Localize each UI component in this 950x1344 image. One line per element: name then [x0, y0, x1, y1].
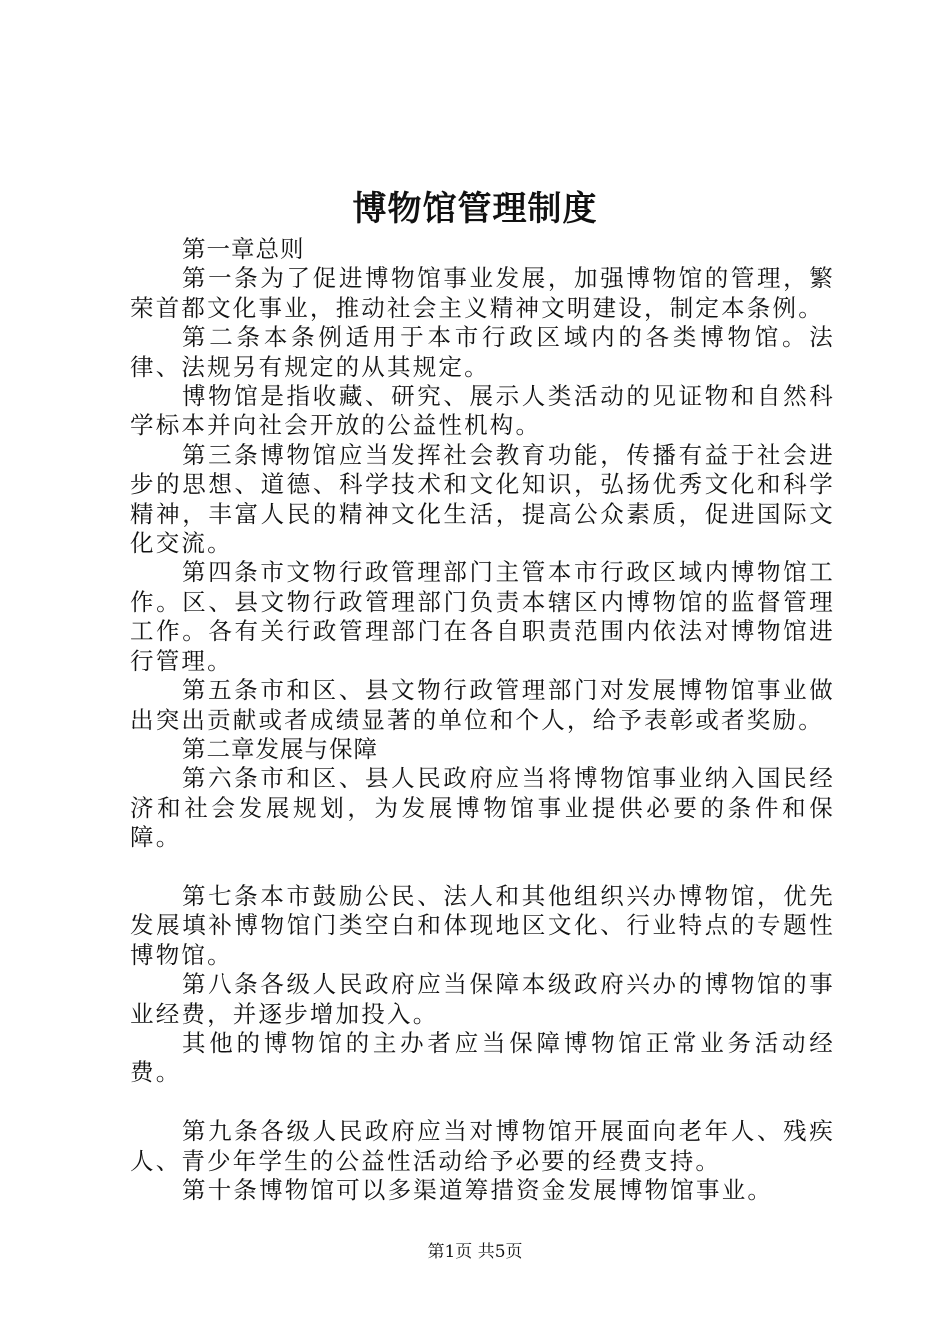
article-paragraph: 第三条博物馆应当发挥社会教育功能，传播有益于社会进步的思想、道德、科学技术和文化知识，弘扬优秀文化和科学精神，丰富人民的精神文化生活，提高公众素质，促进国际文化交流。: [130, 440, 835, 558]
document-body: [130, 235, 835, 1205]
article-paragraph: 第二条本条例适用于本市行政区域内的各类博物馆。法律、法规另有规定的从其规定。: [130, 323, 835, 381]
article-paragraph: 第七条本市鼓励公民、法人和其他组织兴办博物馆，优先发展填补博物馆门类空白和体现地区文化、行业特点的专题性博物馆。: [130, 881, 835, 969]
article-paragraph: 第一条为了促进博物馆事业发展，加强博物馆的管理，繁荣首都文化事业，推动社会主义精神文明建设，制定本条例。: [130, 264, 835, 322]
article-paragraph: 第五条市和区、县文物行政管理部门对发展博物馆事业做出突出贡献或者成绩显著的单位和个人，给予表彰或者奖励。: [130, 676, 835, 734]
article-paragraph: 第六条市和区、县人民政府应当将博物馆事业纳入国民经济和社会发展规划，为发展博物馆事业提供必要的条件和保障。: [130, 764, 835, 852]
paragraph-spacer: [130, 853, 835, 882]
article-paragraph: 第九条各级人民政府应当对博物馆开展面向老年人、残疾人、青少年学生的公益性活动给予必要的经费支持。: [130, 1117, 835, 1175]
article-paragraph: 第四条市文物行政管理部门主管本市行政区域内博物馆工作。区、县文物行政管理部门负责本辖区内博物馆的监督管理工作。各有关行政管理部门在各自职责范围内依法对博物馆进行管理。: [130, 558, 835, 675]
article-paragraph: 第八条各级人民政府应当保障本级政府兴办的博物馆的事业经费，并逐步增加投入。: [130, 970, 835, 1028]
article-paragraph: 第十条博物馆可以多渠道筹措资金发展博物馆事业。: [182, 1175, 774, 1204]
paragraph-spacer: [130, 1088, 835, 1117]
article-paragraph: 其他的博物馆的主办者应当保障博物馆正常业务活动经费。: [130, 1028, 835, 1087]
chapter-heading: 第二章发展与保障: [182, 734, 378, 763]
page-number: 第1页 共5页: [427, 1242, 523, 1262]
article-paragraph: 博物馆是指收藏、研究、展示人类活动的见证物和自然科学标本并向社会开放的公益性机构。: [130, 382, 835, 440]
chapter-heading: 第一章总则: [182, 235, 305, 263]
document-title: 博物馆管理制度: [352, 189, 598, 229]
